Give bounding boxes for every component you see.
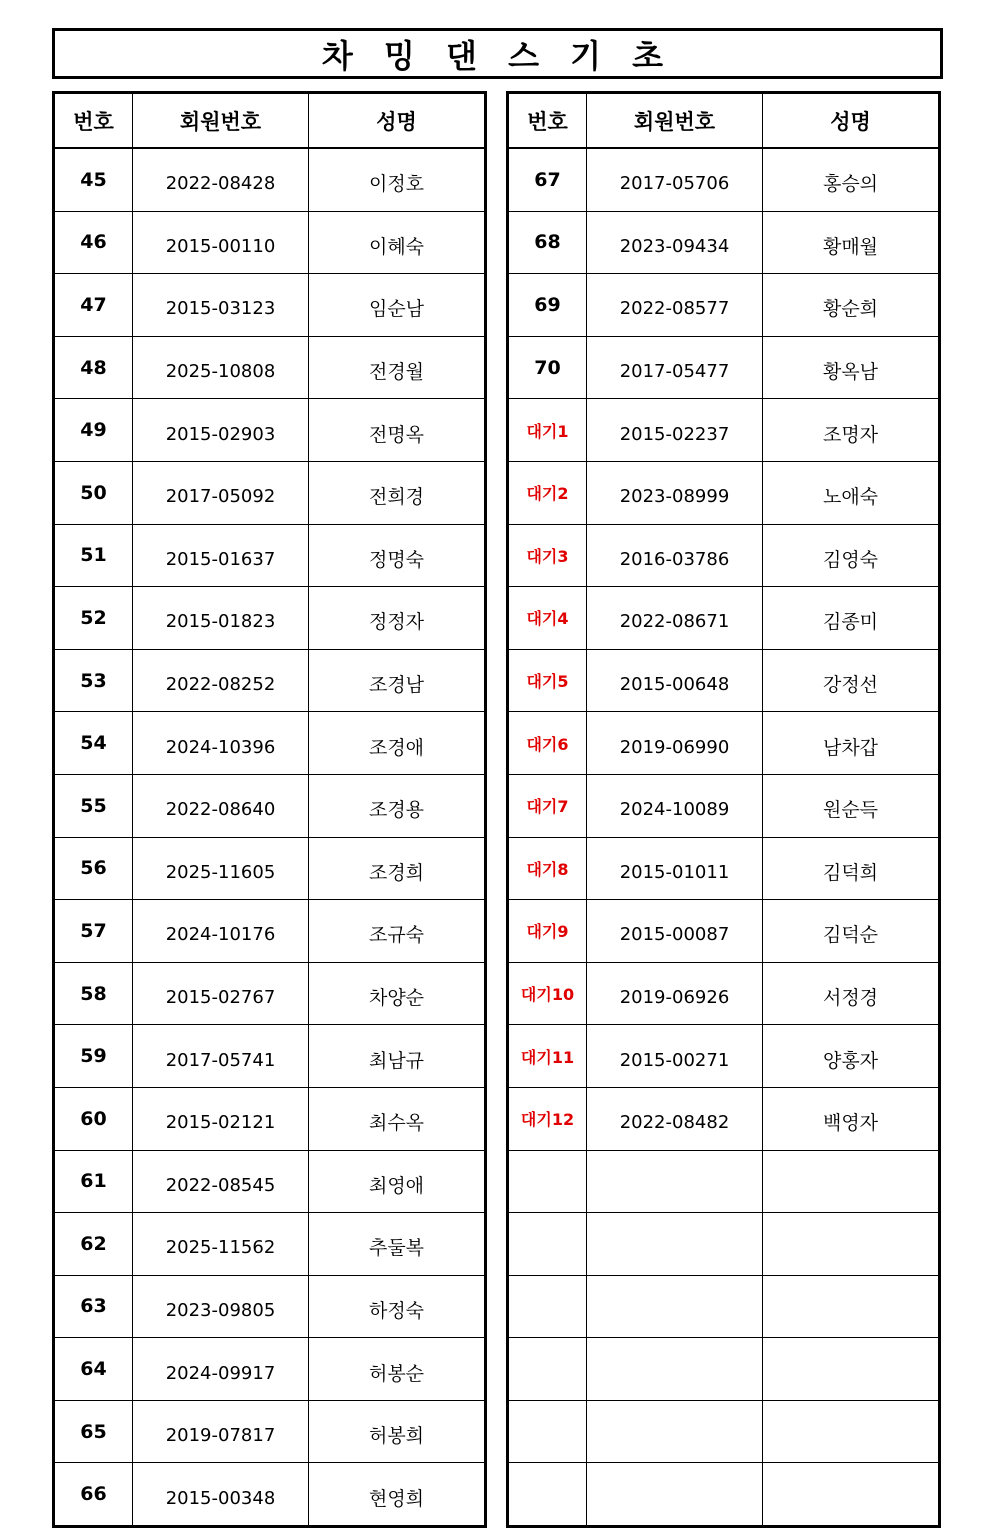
- member-id: [587, 1150, 763, 1213]
- row-number: 68: [508, 211, 587, 274]
- row-number: 56: [54, 837, 133, 900]
- member-id: 2019-07817: [133, 1400, 309, 1463]
- member-id: 2015-00087: [587, 900, 763, 963]
- header-name: 성명: [763, 93, 940, 149]
- row-number: [508, 1338, 587, 1401]
- table-row: [54, 1025, 486, 1088]
- member-name: 양홍자: [763, 1025, 940, 1088]
- row-number: 대기5: [508, 649, 587, 712]
- table-row: [508, 900, 940, 963]
- member-id: 2024-10176: [133, 900, 309, 963]
- row-number: 대기9: [508, 900, 587, 963]
- table-row: [54, 962, 486, 1025]
- row-number: 대기1: [508, 399, 587, 462]
- member-name: 조규숙: [309, 900, 486, 963]
- member-id: 2017-05741: [133, 1025, 309, 1088]
- member-name: 김덕순: [763, 900, 940, 963]
- roster-table-right: [506, 91, 941, 1528]
- row-number: 대기11: [508, 1025, 587, 1088]
- member-id: 2017-05477: [587, 336, 763, 399]
- table-row: [54, 399, 486, 462]
- row-number: 65: [54, 1400, 133, 1463]
- member-id: 2017-05706: [587, 148, 763, 211]
- row-number: 대기2: [508, 461, 587, 524]
- member-name: 최남규: [309, 1025, 486, 1088]
- member-id: 2022-08640: [133, 774, 309, 837]
- table-row: [54, 1400, 486, 1463]
- member-id: 2024-09917: [133, 1338, 309, 1401]
- header-row: [54, 93, 486, 149]
- member-name: 김종미: [763, 587, 940, 650]
- member-name: 최영애: [309, 1150, 486, 1213]
- row-number: 70: [508, 336, 587, 399]
- table-row: [508, 1400, 940, 1463]
- row-number: 51: [54, 524, 133, 587]
- member-name: 남차갑: [763, 712, 940, 775]
- member-id: 2019-06926: [587, 962, 763, 1025]
- member-name: 전경월: [309, 336, 486, 399]
- member-id: 2022-08482: [587, 1087, 763, 1150]
- member-id: 2025-11605: [133, 837, 309, 900]
- row-number: 69: [508, 274, 587, 337]
- member-name: [763, 1275, 940, 1338]
- right-table-body: [508, 148, 940, 1527]
- member-name: 차양순: [309, 962, 486, 1025]
- member-name: [763, 1338, 940, 1401]
- row-number: 45: [54, 148, 133, 211]
- member-id: 2015-02903: [133, 399, 309, 462]
- table-row: [508, 1463, 940, 1527]
- member-id: 2015-01011: [587, 837, 763, 900]
- member-id: 2017-05092: [133, 461, 309, 524]
- member-id: 2023-08999: [587, 461, 763, 524]
- row-number: 63: [54, 1275, 133, 1338]
- table-row: [508, 1213, 940, 1276]
- table-row: [54, 1463, 486, 1527]
- table-row: [508, 274, 940, 337]
- member-name: 조경희: [309, 837, 486, 900]
- member-name: 전명옥: [309, 399, 486, 462]
- member-id: 2022-08252: [133, 649, 309, 712]
- table-row: [54, 774, 486, 837]
- row-number: 대기6: [508, 712, 587, 775]
- table-row: [54, 1150, 486, 1213]
- member-name: [763, 1463, 940, 1527]
- member-name: 황옥남: [763, 336, 940, 399]
- row-number: 55: [54, 774, 133, 837]
- row-number: 61: [54, 1150, 133, 1213]
- table-row: [54, 1338, 486, 1401]
- member-name: 노애숙: [763, 461, 940, 524]
- row-number: 57: [54, 900, 133, 963]
- table-row: [508, 1150, 940, 1213]
- member-id: 2019-06990: [587, 712, 763, 775]
- member-id: [587, 1338, 763, 1401]
- member-name: 정명숙: [309, 524, 486, 587]
- row-number: 64: [54, 1338, 133, 1401]
- member-name: 하정숙: [309, 1275, 486, 1338]
- row-number: 52: [54, 587, 133, 650]
- row-number: 48: [54, 336, 133, 399]
- member-id: [587, 1400, 763, 1463]
- roster-table-left: [52, 91, 487, 1528]
- table-row: [54, 587, 486, 650]
- table-row: [508, 1025, 940, 1088]
- member-id: 2016-03786: [587, 524, 763, 587]
- table-row: [54, 649, 486, 712]
- member-id: 2015-02121: [133, 1087, 309, 1150]
- row-number: 53: [54, 649, 133, 712]
- table-row: [508, 461, 940, 524]
- member-id: 2023-09434: [587, 211, 763, 274]
- table-row: [508, 524, 940, 587]
- table-row: [508, 336, 940, 399]
- member-id: 2024-10089: [587, 774, 763, 837]
- row-number: 대기12: [508, 1087, 587, 1150]
- member-name: 서정경: [763, 962, 940, 1025]
- left-table-body: [54, 148, 486, 1527]
- table-row: [508, 649, 940, 712]
- member-id: 2015-01823: [133, 587, 309, 650]
- table-row: [508, 399, 940, 462]
- row-number: [508, 1400, 587, 1463]
- row-number: 46: [54, 211, 133, 274]
- member-name: 전희경: [309, 461, 486, 524]
- row-number: 58: [54, 962, 133, 1025]
- member-name: 정정자: [309, 587, 486, 650]
- member-name: 조경애: [309, 712, 486, 775]
- table-row: [54, 1087, 486, 1150]
- table-row: [54, 274, 486, 337]
- row-number: [508, 1463, 587, 1527]
- member-id: 2015-01637: [133, 524, 309, 587]
- member-name: 김덕희: [763, 837, 940, 900]
- row-number: 47: [54, 274, 133, 337]
- member-name: 황순희: [763, 274, 940, 337]
- member-name: [763, 1213, 940, 1276]
- member-id: 2024-10396: [133, 712, 309, 775]
- table-row: [508, 774, 940, 837]
- table-row: [54, 211, 486, 274]
- table-row: [508, 962, 940, 1025]
- member-name: 원순득: [763, 774, 940, 837]
- member-name: [763, 1400, 940, 1463]
- table-row: [508, 587, 940, 650]
- member-id: 2015-02237: [587, 399, 763, 462]
- header-name: 성명: [309, 93, 486, 149]
- header-num: 번호: [508, 93, 587, 149]
- member-id: 2022-08545: [133, 1150, 309, 1213]
- member-name: [763, 1150, 940, 1213]
- row-number: [508, 1275, 587, 1338]
- member-name: 이혜숙: [309, 211, 486, 274]
- member-name: 조경용: [309, 774, 486, 837]
- member-name: 임순남: [309, 274, 486, 337]
- row-number: 대기4: [508, 587, 587, 650]
- member-id: 2023-09805: [133, 1275, 309, 1338]
- row-number: 대기10: [508, 962, 587, 1025]
- row-number: 67: [508, 148, 587, 211]
- member-name: 허봉희: [309, 1400, 486, 1463]
- table-row: [54, 900, 486, 963]
- member-id: 2022-08428: [133, 148, 309, 211]
- member-name: 현영희: [309, 1463, 486, 1527]
- member-name: 조명자: [763, 399, 940, 462]
- member-id: [587, 1213, 763, 1276]
- member-name: 김영숙: [763, 524, 940, 587]
- table-row: [54, 1275, 486, 1338]
- row-number: 대기8: [508, 837, 587, 900]
- table-row: [54, 837, 486, 900]
- table-row: [508, 712, 940, 775]
- row-number: 66: [54, 1463, 133, 1527]
- member-name: 허봉순: [309, 1338, 486, 1401]
- table-row: [508, 837, 940, 900]
- member-id: 2022-08671: [587, 587, 763, 650]
- member-id: [587, 1275, 763, 1338]
- member-name: 이정호: [309, 148, 486, 211]
- member-id: 2015-00348: [133, 1463, 309, 1527]
- member-id: 2022-08577: [587, 274, 763, 337]
- member-id: 2015-00271: [587, 1025, 763, 1088]
- member-name: 황매월: [763, 211, 940, 274]
- table-row: [508, 1338, 940, 1401]
- row-number: 60: [54, 1087, 133, 1150]
- member-name: 최수옥: [309, 1087, 486, 1150]
- member-id: 2015-02767: [133, 962, 309, 1025]
- header-member-id: 회원번호: [587, 93, 763, 149]
- table-row: [508, 211, 940, 274]
- table-row: [54, 712, 486, 775]
- page-title: 차 밍 댄 스 기 초: [321, 36, 674, 75]
- table-row: [508, 1275, 940, 1338]
- member-name: 백영자: [763, 1087, 940, 1150]
- member-id: 2015-00110: [133, 211, 309, 274]
- row-number: 49: [54, 399, 133, 462]
- member-id: 2015-00648: [587, 649, 763, 712]
- table-row: [54, 148, 486, 211]
- table-row: [54, 524, 486, 587]
- row-number: 62: [54, 1213, 133, 1276]
- row-number: 54: [54, 712, 133, 775]
- member-id: 2015-03123: [133, 274, 309, 337]
- member-id: 2025-11562: [133, 1213, 309, 1276]
- member-name: 추둘복: [309, 1213, 486, 1276]
- header-row: [508, 93, 940, 149]
- member-name: 강정선: [763, 649, 940, 712]
- member-id: 2025-10808: [133, 336, 309, 399]
- member-name: 조경남: [309, 649, 486, 712]
- table-row: [508, 148, 940, 211]
- row-number: 59: [54, 1025, 133, 1088]
- header-member-id: 회원번호: [133, 93, 309, 149]
- row-number: 대기3: [508, 524, 587, 587]
- table-row: [54, 336, 486, 399]
- table-row: [54, 461, 486, 524]
- header-num: 번호: [54, 93, 133, 149]
- table-row: [54, 1213, 486, 1276]
- row-number: [508, 1213, 587, 1276]
- member-id: [587, 1463, 763, 1527]
- member-name: 홍승의: [763, 148, 940, 211]
- row-number: 대기7: [508, 774, 587, 837]
- title-box: [52, 28, 943, 79]
- row-number: [508, 1150, 587, 1213]
- table-row: [508, 1087, 940, 1150]
- row-number: 50: [54, 461, 133, 524]
